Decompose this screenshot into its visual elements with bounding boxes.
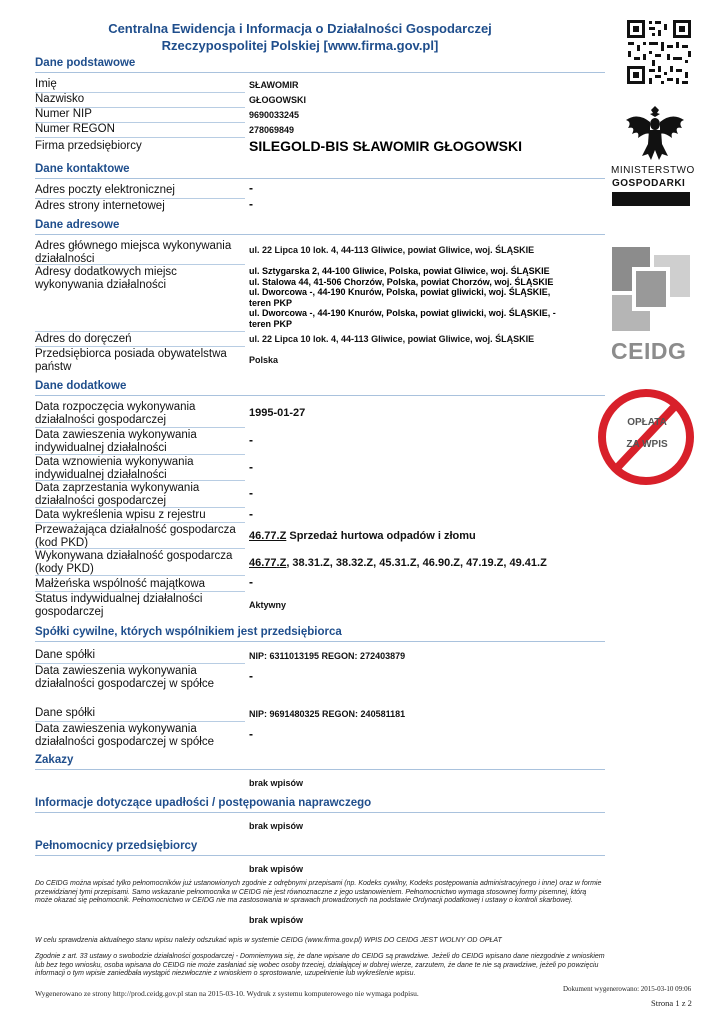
row-divider xyxy=(35,137,245,138)
main-address-value: ul. 22 Lipca 10 lok. 4, 44-113 Gliwice, powiat Gliwice, woj. ŚLĄSKIE xyxy=(249,245,535,255)
www-value: - xyxy=(249,197,253,211)
civil-2-data-value: NIP: 9691480325 REGON: 240581181 xyxy=(249,709,406,719)
law-note: Zgodnie z art. 33 ustawy o swobodzie działalności gospodarczej - Domniemywa się, że dane wpisane do CEIDG są prawdziwe. Jeżeli do CEIDG wpisano dane niezgodnie z wnioskiem lub bez tego wniosku, osoba wpisana do CEIDG nie może zasłaniać się wobec osoby trzeciej, działającej w dobrej wierze, zarzutem, że dane te nie są prawdziwe, jeżeli po powzięciu informacji o tym wpisie zaniedbała wystąpić niezwłocznie z wnioskiem o sprostowanie, uzupełnienie lub wykreślenie wpisu. xyxy=(35,953,605,978)
resume-date-label: Data wznowienia wykonywania indywidualnej działalności xyxy=(35,456,194,481)
main-pkd-description: Sprzedaż hurtowa odpadów i złomu xyxy=(286,530,476,542)
header-title-line2: Rzeczypospolitej Polskiej [www.firma.gov.pl] xyxy=(161,38,439,53)
delivery-address-value: ul. 22 Lipca 10 lok. 4, 44-113 Gliwice, powiat Gliwice, woj. ŚLĄSKIE xyxy=(249,334,535,344)
row-divider xyxy=(35,507,245,508)
delete-date-value: - xyxy=(249,507,253,521)
row-divider xyxy=(35,264,245,265)
bankruptcy-value: brak wpisów xyxy=(249,821,304,831)
marital-value: - xyxy=(249,575,253,589)
resume-date-value: - xyxy=(249,460,253,474)
check-note: W celu sprawdzenia aktualnego stanu wpisu należy odszukać wpis w systemie CEIDG (www.firma.gov.pl) WPIS DO CEIDG JEST WOLNY OD OPŁAT xyxy=(35,937,502,944)
marital-label: Małżeńska wspólność majątkowa xyxy=(35,578,206,590)
company-label: Firma przedsiębiorcy xyxy=(35,140,142,152)
row-divider xyxy=(35,480,245,481)
no-fee-stamp-text xyxy=(622,412,672,456)
ceidg-logo-icon xyxy=(612,247,690,331)
row-divider xyxy=(35,198,245,199)
section-bankruptcy-heading: Informacje dotyczące upadłości / postępowania naprawczego xyxy=(35,797,605,809)
main-address-label: Adres głównego miejsca wykonywania działalności xyxy=(35,240,232,265)
civil-1-data-label: Dane spółki xyxy=(35,649,96,661)
eagle-emblem-icon xyxy=(624,104,686,162)
nip-value: 9690033245 xyxy=(249,110,300,120)
document-header xyxy=(0,20,600,54)
row-divider xyxy=(35,575,245,576)
civil-2-suspend-value: - xyxy=(249,727,253,741)
footer-page-number: Strona 1 z 2 xyxy=(651,998,692,1008)
main-pkd-value xyxy=(249,530,476,543)
section-address-heading: Dane adresowe xyxy=(35,219,605,231)
row-divider xyxy=(35,721,245,722)
extra-address-line: ul. Dworcowa -, 44-190 Knurów, Polska, powiat gliwicki, woj. ŚLĄSKIE, xyxy=(249,287,551,298)
header-title-line1: Centralna Ewidencja i Informacja o Działalności Gospodarczej xyxy=(108,21,492,36)
row-divider xyxy=(35,591,245,592)
section-proxies-heading: Pełnomocnicy przedsiębiorcy xyxy=(35,840,605,852)
start-date-label: Data rozpoczęcia wykonywania działalności gospodarczej xyxy=(35,401,196,426)
extra-address-line: ul. Dworcowa -, 44-190 Knurów, Polska, powiat gliwicki, woj. ŚLĄSKIE, - xyxy=(249,308,556,319)
row-divider xyxy=(35,427,245,428)
delivery-address-label: Adres do doręczeń xyxy=(35,333,132,345)
bans-value: brak wpisów xyxy=(249,778,304,788)
end-date-value: - xyxy=(249,486,253,500)
start-date-value: 1995-01-27 xyxy=(249,407,306,419)
ministry-logo-bar xyxy=(612,192,690,206)
extra-address-label: Adresy dodatkowych miejsc wykonywania działalności xyxy=(35,266,177,291)
pkd-list-label: Wykonywana działalność gospodarcza (kody PKD) xyxy=(35,550,233,575)
section-additional-heading: Dane dodatkowe xyxy=(35,380,605,392)
stamp-line1: OPŁATA xyxy=(627,417,667,428)
extra-address-line: ul. Sztygarska 2, 44-100 Gliwice, Polska, powiat Gliwice, woj. ŚLĄSKIE xyxy=(249,266,550,276)
civil-2-suspend-label: Data zawieszenia wykonywania działalności gospodarczej w spółce xyxy=(35,723,214,748)
pkd-list-value xyxy=(249,557,547,570)
section-basic-heading: Dane podstawowe xyxy=(35,57,605,69)
row-divider xyxy=(35,454,245,455)
last-name-value: GŁOGOWSKI xyxy=(249,95,306,105)
end-date-label: Data zaprzestania wykonywania działalności gospodarczej xyxy=(35,482,200,507)
regon-label: Numer REGON xyxy=(35,123,115,135)
email-label: Adres poczty elektronicznej xyxy=(35,184,175,196)
extra-address-line: teren PKP xyxy=(249,297,293,308)
row-divider xyxy=(35,331,245,332)
citizenship-label: Przedsiębiorca posiada obywatelstwa państw xyxy=(35,348,227,373)
first-name-label: Imię xyxy=(35,78,57,90)
ministry-name-line2: GOSPODARKI xyxy=(612,178,686,189)
citizenship-value: Polska xyxy=(249,355,279,365)
proxies-note: Do CEIDG można wpisać tylko pełnomocników już ustanowionych zgodnie z odrębnymi przepisami (np. Kodeks cywilny, Kodeks postępowania administracyjnego i inne) oraz w formie przewidzianej tymi przepisami. Samo wskazanie pełnomocnika w CEIDG nie jest równoznaczne z jego ustanowieniem. Pełnomocnictwo wymaga stosownej formy pisemnej, którą może okazać się pełnomocnik. Pełnomocnictwo w CEIDG nie ma zastosowania w sprawach prowadzonych na podstawie Ordynacji podatkowej i ustawy o kontroli skarbowej. xyxy=(35,880,602,905)
status-value: Aktywny xyxy=(249,600,287,610)
extra-address-list xyxy=(249,266,556,330)
pkd-list-rest: , 38.31.Z, 38.32.Z, 45.31.Z, 46.90.Z, 47.19.Z, 49.41.Z xyxy=(286,557,547,569)
extra-entries-value: brak wpisów xyxy=(249,915,304,925)
main-pkd-label: Przeważająca działalność gospodarcza (kod PKD) xyxy=(35,524,236,549)
last-name-label: Nazwisko xyxy=(35,93,85,105)
status-label: Status indywidualnej działalności gospodarczej xyxy=(35,593,203,618)
civil-1-data-value: NIP: 6311013195 REGON: 272403879 xyxy=(249,651,406,661)
company-value: SILEGOLD-BIS SŁAWOMIR GŁOGOWSKI xyxy=(249,138,522,154)
qr-code-icon xyxy=(625,18,693,86)
section-contact-heading: Dane kontaktowe xyxy=(35,163,605,175)
civil-1-suspend-label: Data zawieszenia wykonywania działalności gospodarczej w spółce xyxy=(35,665,214,690)
email-value: - xyxy=(249,181,253,195)
row-divider xyxy=(35,663,245,664)
civil-1-suspend-value: - xyxy=(249,669,253,683)
row-divider xyxy=(35,548,245,549)
regon-value: 278069849 xyxy=(249,125,295,135)
footer-document-date: Dokument wygenerowano: 2015-03-10 09:06 xyxy=(563,985,692,993)
first-name-value: SŁAWOMIR xyxy=(249,80,299,90)
ceidg-logo-text: CEIDG xyxy=(611,338,687,364)
suspend-date-value: - xyxy=(249,433,253,447)
proxies-value: brak wpisów xyxy=(249,864,304,874)
www-label: Adres strony internetowej xyxy=(35,200,165,212)
pkd-code-link[interactable]: 46.77.Z xyxy=(249,557,287,569)
extra-address-line: ul. Stalowa 44, 41-506 Chorzów, Polska, powiat Chorzów, woj. ŚLĄSKIE xyxy=(249,276,554,287)
delete-date-label: Data wykreślenia wpisu z rejestru xyxy=(35,509,206,521)
nip-label: Numer NIP xyxy=(35,108,92,120)
civil-2-data-label: Dane spółki xyxy=(35,707,96,719)
footer-generated-note: Wygenerowano ze strony http://prod.ceidg.gov.pl stan na 2015-03-10. Wydruk z systemu komputerowego nie wymaga podpisu. xyxy=(35,989,419,998)
ministry-name-line1: MINISTERSTWO xyxy=(611,165,695,176)
row-divider xyxy=(35,346,245,347)
main-pkd-code-link[interactable]: 46.77.Z xyxy=(249,530,287,542)
suspend-date-label: Data zawieszenia wykonywania indywidualnej działalności xyxy=(35,429,197,454)
section-civil-heading: Spółki cywilne, których wspólnikiem jest przedsiębiorca xyxy=(35,626,605,638)
section-bans-heading: Zakazy xyxy=(35,754,605,766)
stamp-line2: ZA WPIS xyxy=(626,439,668,450)
row-divider xyxy=(35,522,245,523)
extra-address-line: teren PKP xyxy=(249,318,293,329)
